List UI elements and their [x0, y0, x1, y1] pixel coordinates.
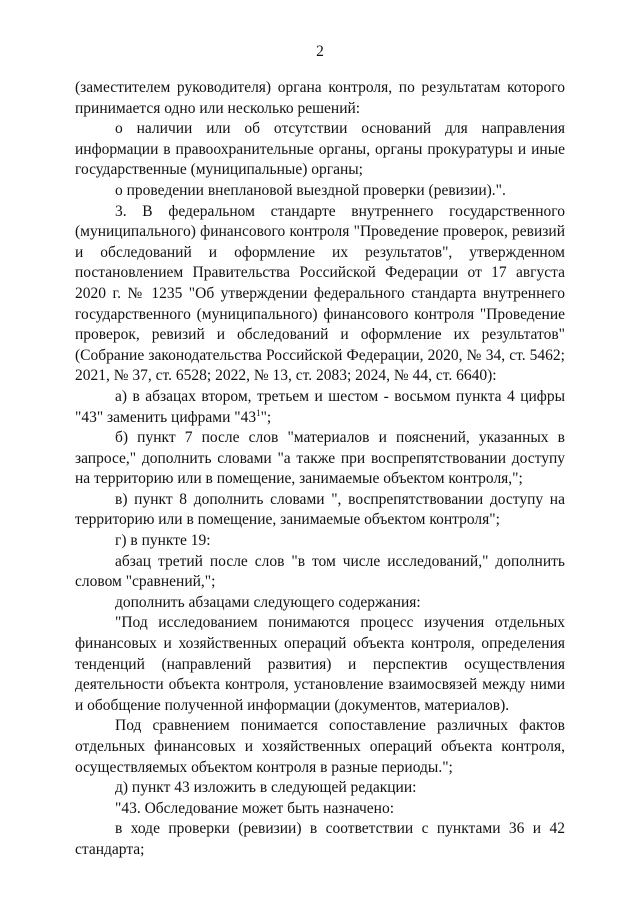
paragraph: о проведении внеплановой выездной проверки (ревизии).".	[115, 181, 506, 199]
paragraph: абзац третий после слов "в том числе исследований," дополнить словом "сравнений,";	[75, 552, 565, 591]
paragraph: г) в пункте 19:	[115, 532, 211, 550]
paragraph-text: а) в абзацах втором, третьем и шестом - восьмом пункта 4 цифры "43" заменить цифрами "43	[75, 387, 565, 426]
paragraph: о наличии или об отсутствии оснований для направления информации в правоохранительные органы, органы прокуратуры и иные государственные (муниципальные) органы;	[75, 120, 565, 179]
paragraph: "Под исследованием понимаются процесс изучения отдельных финансовых и хозяйственных операций объекта контроля, определения тенденций (направлений развития) и перспектив осуществления деятельности объекта контроля, установление взаимосвязей между ними и обобщение полученной информации (документов, материалов).	[75, 614, 565, 714]
paragraph: б) пункт 7 после слов "материалов и пояснений, указанных в запросе," дополнить словами "а также при воспрепятствовании доступу на территорию или в помещение, занимаемые объектом контроля,";	[75, 429, 565, 488]
paragraph: дополнить абзацами следующего содержания:	[115, 593, 421, 611]
paragraph: Под сравнением понимается сопоставление различных фактов отдельных финансовых и хозяйственных операций объекта контроля, осуществляемых объектом контроля в разные периоды.";	[75, 717, 565, 776]
paragraph: в) пункт 8 дополнить словами ", воспрепятствовании доступу на территорию или в помещение, занимаемые объектом контроля";	[75, 490, 565, 529]
superscript: 1	[256, 407, 261, 418]
paragraph: (заместителем руководителя) органа контроля, по результатам которого принимается одно или несколько решений:	[75, 79, 565, 117]
paragraph: "43. Обследование может быть назначено:	[115, 799, 395, 817]
paragraph: 3. В федеральном стандарте внутреннего государственного (муниципального) финансового контроля "Проведение проверок, ревизий и обследований и оформление их результатов", утвержденном постановлением Правительства Российской Федерации от 17 августа 2020 г. № 1235 "Об утверждении федерального стандарта внутреннего государственного (муниципального) финансового контроля "Проведение проверок, ревизий и обследований и оформление их результатов" (Собрание законодательства Российской Федерации, 2020, № 34, ст. 5462; 2021, № 37, ст. 6528; 2022, № 13, ст. 2083; 2024, № 44, ст. 6640):	[75, 202, 565, 385]
document-body	[75, 78, 565, 861]
paragraph: в ходе проверки (ревизии) в соответствии с пунктами 36 и 42 стандарта;	[75, 820, 565, 858]
paragraph-with-superscript	[75, 387, 565, 428]
paragraph: д) пункт 43 изложить в следующей редакции:	[115, 779, 417, 797]
page-number: 2	[316, 43, 324, 60]
paragraph-text-end: ";	[260, 408, 272, 426]
